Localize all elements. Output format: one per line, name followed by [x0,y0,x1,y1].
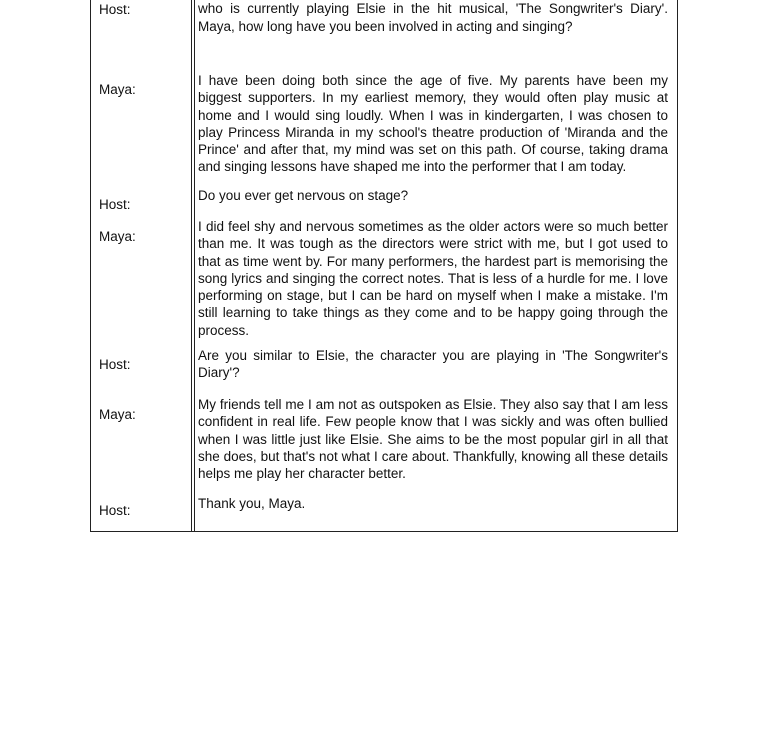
dialogue-text: who is currently playing Elsie in the hit musical, 'The Songwriter's Diary'. Maya, how long have you been involved in acting and singing? [198,1,668,34]
dialogue-text: My friends tell me I am not as outspoken as Elsie. They also say that I am less confident in real life. Few people know that I was sickly and was often bullied when I was little just like Elsie. She aims to be the most popular girl in all that she does, but that's not what I care about. Thankfully, knowing all these details helps me play her character better. [198,397,668,482]
interview-table [90,0,678,532]
speaker-label: Host: [99,357,131,372]
speaker-label: Host: [99,503,131,518]
speaker-label: Maya: [99,82,136,97]
dialogue-text: Thank you, Maya. [198,496,306,511]
dialogue-text: Do you ever get nervous on stage? [198,188,409,203]
dialogue-text: I have been doing both since the age of five. My parents have been my biggest supporters. In my earliest memory, they would often play music at home and I would sing loudly. When I was in kindergarten, I was chosen to play Princess Miranda in my school's theatre production of 'Miranda and the Prince' and after that, my mind was set on this path. Of course, taking drama and singing lessons have shaped me into the performer that I am today. [198,73,668,175]
speaker-label: Host: [99,197,131,212]
speaker-label: Host: [99,2,131,17]
dialogue-text: I did feel shy and nervous sometimes as the older actors were so much better than me. It was tough as the directors were strict with me, but I got used to that as time went by. For many performers, the hardest part is memorising the song lyrics and singing the correct notes. That is less of a hurdle for me. I love performing on stage, but I can be hard on myself when I make a mistake. I'm still learning to take things as they come and to be happy going through the process. [198,219,668,338]
speaker-label: Maya: [99,407,136,422]
speaker-label: Maya: [99,229,136,244]
dialogue-text: Are you similar to Elsie, the character you are playing in 'The Songwriter's Diary'? [198,348,668,381]
column-divider [191,0,195,531]
